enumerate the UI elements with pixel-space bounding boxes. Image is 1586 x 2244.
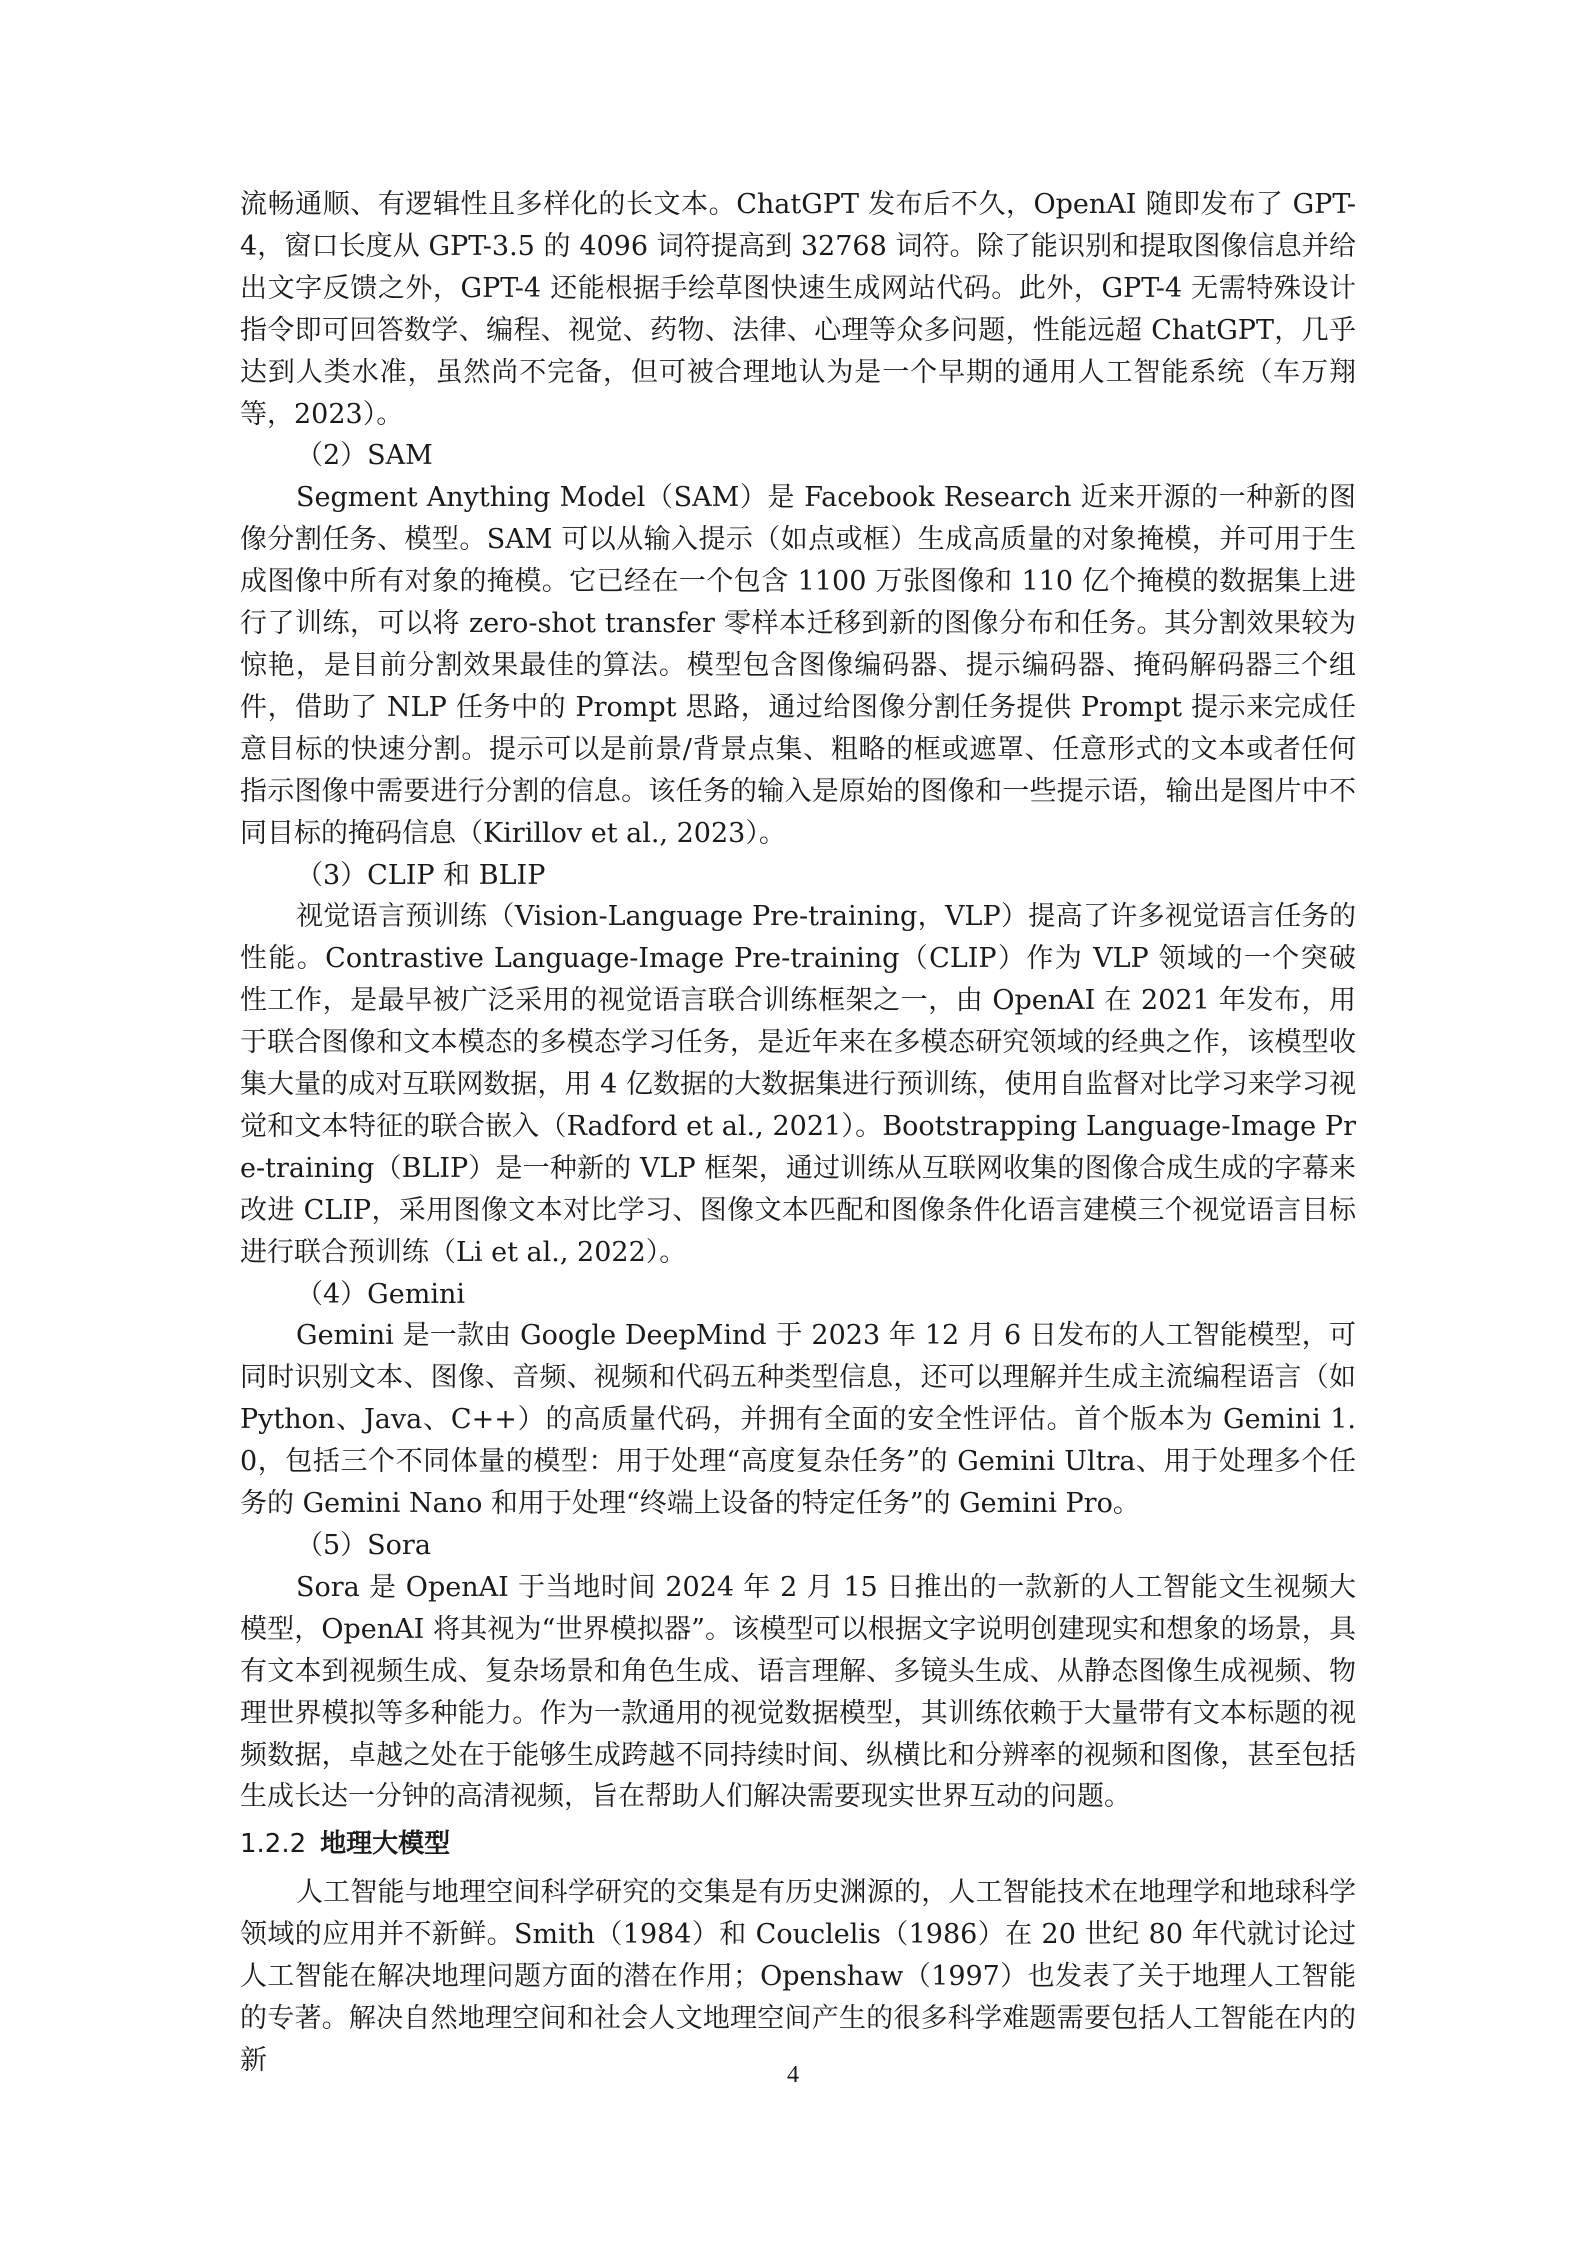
section-title: 地理大模型	[320, 1829, 451, 1860]
section-heading	[240, 1822, 1356, 1866]
paragraph-gpt4-continuation: 流畅通顺、有逻辑性且多样化的长文本。ChatGPT 发布后不久，OpenAI 随即发布了 GPT-4，窗口长度从 GPT-3.5 的 4096 词符提高到 32768 词符。除了能识别和提取图像信息并给出文字反馈之外，GPT-4 还能根据手绘草图快速生成网站代码。此外，GPT-4 无需特殊设计指令即可回答数学、编程、视觉、药物、法律、心理等众多问题，性能远超 ChatGPT，几乎达到人类水准，虽然尚不完备，但可被合理地认为是一个早期的通用人工智能系统（车万翔等，2023）。	[240, 189, 1356, 430]
paragraph-gemini: Gemini 是一款由 Google DeepMind 于 2023 年 12 月 6 日发布的人工智能模型，可同时识别文本、图像、音频、视频和代码五种类型信息，还可以理解并生成主流编程语言（如 Python、Java、C++）的高质量代码，并拥有全面的安全性评估。首个版本为 Gemini 1.0，包括三个不同体量的模型：用于处理“高度复杂任务”的 Gemini Ultra、用于处理多个任务的 Gemini Nano 和用于处理“终端上设备的特定任务”的 Gemini Pro。	[240, 1320, 1356, 1520]
paragraph-sora: Sora 是 OpenAI 于当地时间 2024 年 2 月 15 日推出的一款新的人工智能文生视频大模型，OpenAI 将其视为“世界模拟器”。该模型可以根据文字说明创建现实和想象的场景，具有文本到视频生成、复杂场景和角色生成、语言理解、多镜头生成、从静态图像生成视频、物理世界模拟等多种能力。作为一款通用的视觉数据模型，其训练依赖于大量带有文本标题的视频数据，卓越之处在于能够生成跨越不同持续时间、纵横比和分辨率的视频和图像，甚至包括生成长达一分钟的高清视频，旨在帮助人们解决需要现实世界互动的问题。	[240, 1571, 1356, 1813]
section-number: 1.2.2	[240, 1829, 307, 1860]
subheading-sam: （2）SAM	[296, 440, 433, 472]
page-number: 4	[787, 2062, 799, 2088]
paragraph-sam: Segment Anything Model（SAM）是 Facebook Research 近来开源的一种新的图像分割任务、模型。SAM 可以从输入提示（如点或框）生成高质量的对象掩模，并可用于生成图像中所有对象的掩模。它已经在一个包含 1100 万张图像和 110 亿个掩模的数据集上进行了训练，可以将 zero-shot transfer 零样本迁移到新的图像分布和任务。其分割效果较为惊艳，是目前分割效果最佳的算法。模型包含图像编码器、提示编码器、掩码解码器三个组件，借助了 NLP 任务中的 Prompt 思路，通过给图像分割任务提供 Prompt 提示来完成任意目标的快速分割。提示可以是前景/背景点集、粗略的框或遮罩、任意形式的文本或者任何指示图像中需要进行分割的信息。该任务的输入是原始的图像和一些提示语，输出是图片中不同目标的掩码信息（Kirillov et al., 2023）。	[240, 482, 1356, 849]
subheading-clip-blip: （3）CLIP 和 BLIP	[296, 859, 546, 891]
paragraph-clip-blip: 视觉语言预训练（Vision-Language Pre-training，VLP）提高了许多视觉语言任务的性能。Contrastive Language-Image Pre-training（CLIP）作为 VLP 领域的一个突破性工作，是最早被广泛采用的视觉语言联合训练框架之一，由 OpenAI 在 2021 年发布，用于联合图像和文本模态的多模态学习任务，是近年来在多模态研究领域的经典之作，该模型收集大量的成对互联网数据，用 4 亿数据的大数据集进行预训练，使用自监督对比学习来学习视觉和文本特征的联合嵌入（Radford et al., 2021）。Bootstrapping Language-Image Pre-training（BLIP）是一种新的 VLP 框架，通过训练从互联网收集的图像合成生成的字幕来改进 CLIP，采用图像文本对比学习、图像文本匹配和图像条件化语言建模三个视觉语言目标进行联合预训练（Li et al., 2022）。	[240, 901, 1356, 1268]
subheading-sora: （5）Sora	[296, 1530, 431, 1561]
page-body	[240, 184, 1356, 2082]
paragraph-geo: 人工智能与地理空间科学研究的交集是有历史渊源的，人工智能技术在地理学和地球科学领域的应用并不新鲜。Smith（1984）和 Couclelis（1986）在 20 世纪 80 年代就讨论过人工智能在解决地理问题方面的潜在作用；Openshaw（1997）也发表了关于地理人工智能的专著。解决自然地理空间和社会人文地理空间产生的很多科学难题需要包括人工智能在内的新	[240, 1877, 1356, 2076]
subheading-gemini: （4）Gemini	[296, 1278, 465, 1310]
